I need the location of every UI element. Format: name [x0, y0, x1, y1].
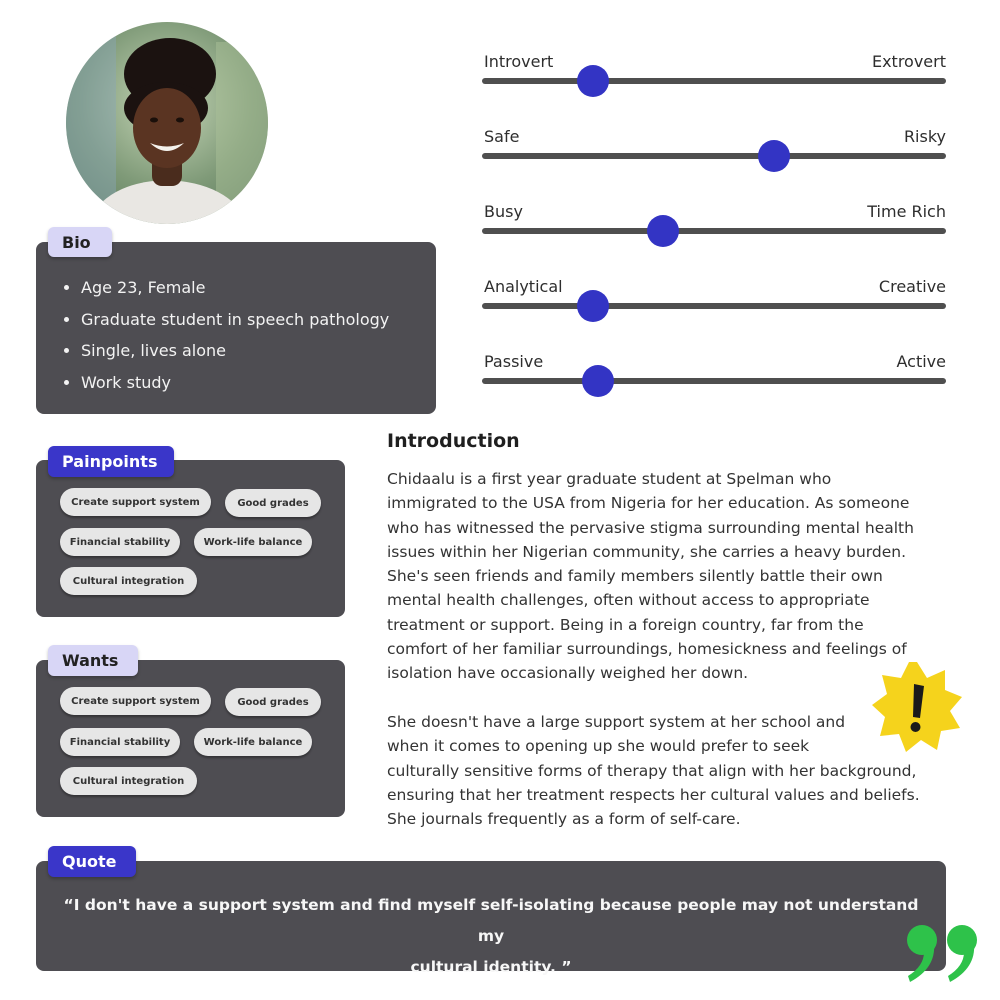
slider-track: [482, 378, 946, 384]
trait-right-label: Creative: [878, 277, 946, 296]
trait-left-label: Safe: [484, 127, 520, 146]
painpoints-label: Painpoints: [48, 446, 174, 477]
bullet-icon: [64, 285, 69, 290]
bio-item: Single, lives alone: [64, 335, 389, 367]
painpoint-chip: Good grades: [225, 489, 321, 517]
slider-knob: [582, 365, 614, 397]
painpoint-chip: Financial stability: [60, 528, 180, 556]
trait-left-label: Introvert: [484, 52, 554, 71]
painpoint-chip: Work-life balance: [194, 528, 312, 556]
trait-slider-introvert-extrovert: [482, 52, 946, 100]
want-chip: Good grades: [225, 688, 321, 716]
quote-text: “I don't have a support system and find myself self-isolating because people may not understand my cultural identity. ”: [63, 896, 919, 976]
slider-track: [482, 153, 946, 159]
want-chip: Work-life balance: [194, 728, 312, 756]
trait-right-label: Extrovert: [871, 52, 946, 71]
slider-knob: [577, 290, 609, 322]
bio-list: [64, 272, 389, 398]
slider-knob: [647, 215, 679, 247]
bio-item: Work study: [64, 367, 389, 399]
quote-label: Quote: [48, 846, 136, 877]
introduction-paragraph-1: Chidaalu is a first year graduate student at Spelman who immigrated to the USA from Nigeria for her education. As someone who has witnessed the pervasive stigma surrounding mental health issues within her Nigerian community, she carries a heavy burden. She's seen friends and family members silently battle their own mental health challenges, often without access to appropriate treatment or support. Being in a foreign country, far from the comfort of her familiar surroundings, homesickness and feelings of isolation have occasionally weighed her down.: [387, 470, 914, 683]
bio-item: Graduate student in speech pathology: [64, 304, 389, 336]
introduction-paragraph-2: She doesn't have a large support system at her school and when it comes to opening up she would prefer to seek culturally sensitive forms of therapy that align with her background, ensuring that her treatment respects her cultural values and beliefs. She journals frequently as a form of self-care.: [387, 713, 920, 829]
trait-right-label: Active: [896, 352, 946, 371]
painpoint-chip: Cultural integration: [60, 567, 197, 595]
trait-right-label: Time Rich: [867, 202, 946, 221]
bullet-icon: [64, 317, 69, 322]
exclamation-starburst-icon: [870, 660, 964, 754]
slider-knob: [577, 65, 609, 97]
bullet-icon: [64, 380, 69, 385]
bio-item: Age 23, Female: [64, 272, 389, 304]
trait-slider-safe-risky: [482, 127, 946, 175]
painpoint-chip: Create support system: [60, 488, 211, 516]
trait-slider-analytical-creative: [482, 277, 946, 325]
persona-photo: [66, 22, 268, 224]
slider-track: [482, 228, 946, 234]
introduction-title: Introduction: [387, 430, 520, 452]
bio-label: Bio: [48, 227, 112, 257]
trait-left-label: Analytical: [484, 277, 563, 296]
trait-slider-passive-active: [482, 352, 946, 400]
slider-track: [482, 78, 946, 84]
bullet-icon: [64, 348, 69, 353]
trait-right-label: Risky: [903, 127, 946, 146]
slider-knob: [758, 140, 790, 172]
trait-left-label: Passive: [484, 352, 544, 371]
slider-track: [482, 303, 946, 309]
trait-slider-busy-time-rich: [482, 202, 946, 250]
want-chip: Cultural integration: [60, 767, 197, 795]
trait-left-label: Busy: [484, 202, 523, 221]
want-chip: Financial stability: [60, 728, 180, 756]
want-chip: Create support system: [60, 687, 211, 715]
closing-quote-icon: [902, 922, 986, 986]
wants-label: Wants: [48, 645, 138, 676]
